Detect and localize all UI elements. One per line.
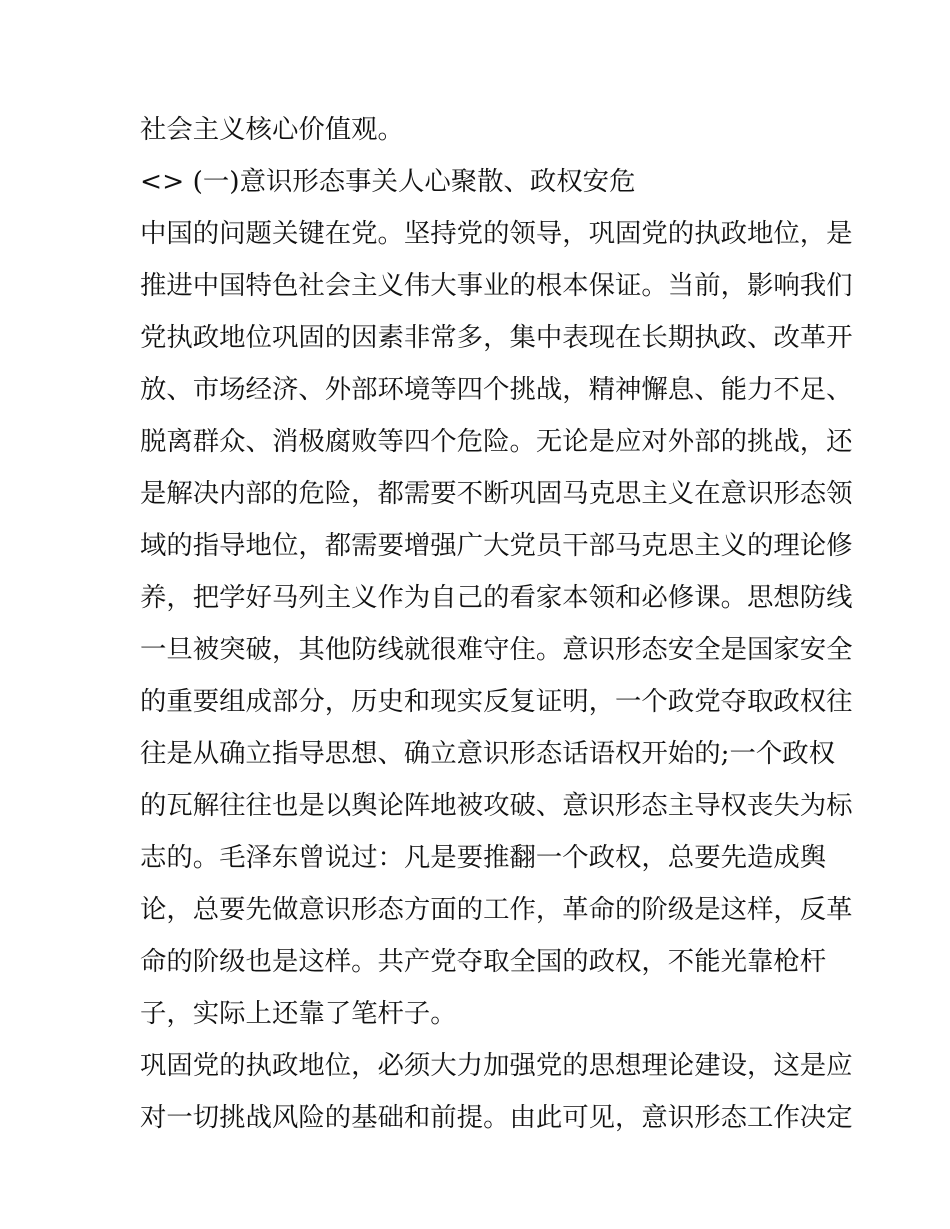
- text-line: 巩固党的执政地位，必须大力加强党的思想理论建设，这是应: [140, 1050, 853, 1081]
- text-line: 是解决内部的危险，都需要不断巩固马克思主义在意识形态领: [140, 478, 853, 509]
- text-line: 对一切挑战风险的基础和前提。由此可见，意识形态工作决定: [140, 1102, 853, 1133]
- text-line: 放、市场经济、外部环境等四个挑战，精神懈息、能力不足、: [140, 374, 853, 405]
- text-line: 往是从确立指导思想、确立意识形态话语权开始的;一个政权: [140, 738, 836, 769]
- text-line: 中国的问题关键在党。坚持党的领导，巩固党的执政地位，是: [140, 218, 853, 249]
- text-line: 脱离群众、消极腐败等四个危险。无论是应对外部的挑战，还: [140, 426, 853, 457]
- text-line: 论，总要先做意识形态方面的工作，革命的阶级是这样，反革: [140, 894, 853, 925]
- text-line: 推进中国特色社会主义伟大事业的根本保证。当前，影响我们: [140, 270, 853, 301]
- text-line: 一旦被突破，其他防线就很难守住。意识形态安全是国家安全: [140, 634, 853, 665]
- section-heading: <> (一)意识形态事关人心聚散、政权安危: [140, 166, 636, 197]
- text-line: 的重要组成部分，历史和现实反复证明，一个政党夺取政权往: [140, 686, 853, 717]
- text-line: 的瓦解往往也是以舆论阵地被攻破、意识形态主导权丧失为标: [140, 790, 853, 821]
- text-line: 志的。毛泽东曾说过：凡是要推翻一个政权，总要先造成舆: [140, 842, 827, 873]
- body-text: [140, 104, 853, 1144]
- text-line: 党执政地位巩固的因素非常多，集中表现在长期执政、改革开: [140, 322, 853, 353]
- text-line: 域的指导地位，都需要增强广大党员干部马克思主义的理论修: [140, 530, 853, 561]
- text-line: 子，实际上还靠了笔杆子。: [140, 998, 457, 1029]
- text-line: 命的阶级也是这样。共产党夺取全国的政权，不能光靠枪杆: [140, 946, 827, 977]
- text-line: 养，把学好马列主义作为自己的看家本领和必修课。思想防线: [140, 582, 853, 613]
- text-line: 社会主义核心价值观。: [140, 114, 404, 145]
